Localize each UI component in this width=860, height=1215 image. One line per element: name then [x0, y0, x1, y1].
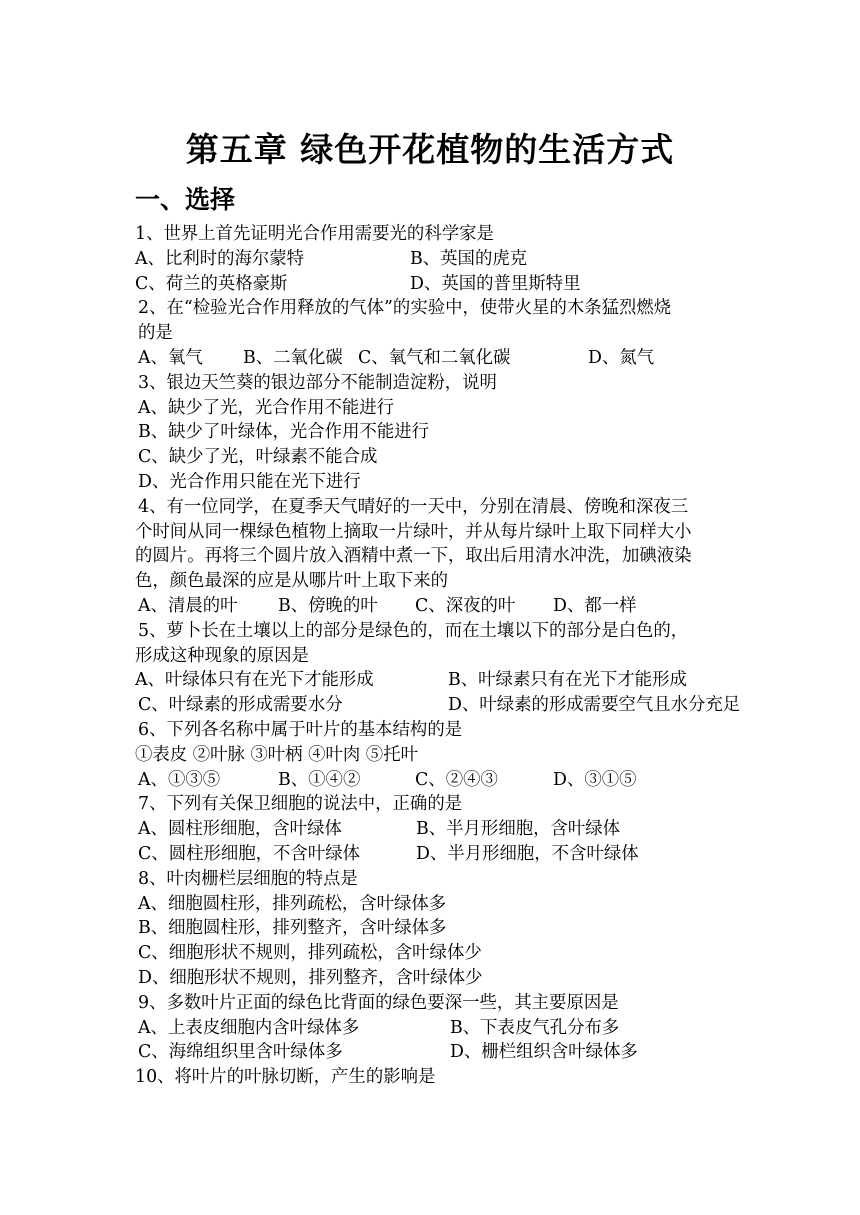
option-text: D、栅栏组织含叶绿体多	[450, 1042, 638, 1063]
option-text: B、傍晚的叶	[278, 595, 378, 616]
text-line	[135, 247, 785, 272]
line-text: A、细胞圆柱形，排列疏松，含叶绿体多	[138, 893, 447, 914]
option-text: D、都一样	[553, 595, 637, 616]
option-text: D、③①⑤	[553, 769, 637, 790]
option-text: D、半月形细胞，不含叶绿体	[416, 843, 639, 864]
line-text: 色，颜色最深的应是从哪片叶上取下来的	[135, 571, 449, 592]
line-text: C、缺少了光，叶绿素不能合成	[138, 447, 378, 468]
option-text: D、叶绿素的形成需要空气且水分充足	[448, 695, 741, 716]
line-text: 5、萝卜长在土壤以上的部分是绿色的，而在土壤以下的部分是白色的，	[138, 620, 689, 641]
option-text: B、英国的虎克	[410, 248, 528, 269]
option-text: C、圆柱形细胞，不含叶绿体	[138, 843, 360, 864]
line-text: 8、叶肉栅栏层细胞的特点是	[138, 868, 358, 889]
text-line	[135, 569, 785, 594]
line-text: 的是	[138, 323, 173, 344]
option-text: D、氮气	[588, 347, 655, 368]
text-line	[135, 1065, 785, 1090]
line-text: ①表皮 ②叶脉 ③叶柄 ④叶肉 ⑤托叶	[135, 744, 418, 765]
option-text: C、叶绿素的形成需要水分	[138, 695, 343, 716]
text-line	[135, 222, 785, 247]
option-text: A、①③⑤	[138, 769, 221, 790]
line-text: B、细胞圆柱形，排列整齐，含叶绿体多	[138, 918, 447, 939]
option-text: C、氧气和二氧化碳	[358, 347, 511, 368]
text-line	[135, 296, 785, 321]
text-line	[135, 743, 785, 768]
text-line	[135, 1040, 785, 1065]
line-text: D、光合作用只能在光下进行	[138, 471, 361, 492]
text-line	[135, 544, 785, 569]
text-line	[135, 321, 785, 346]
text-line	[135, 470, 785, 495]
option-text: A、上表皮细胞内含叶绿体多	[138, 1017, 360, 1038]
line-text: 2、在“检验光合作用释放的气体”的实验中，使带火星的木条猛烈燃烧	[138, 298, 672, 319]
text-line	[135, 420, 785, 445]
text-line	[135, 272, 785, 297]
line-text: 10、将叶片的叶脉切断，产生的影响是	[135, 1067, 436, 1088]
page-title: 第五章 绿色开花植物的生活方式	[185, 130, 675, 169]
line-text: D、细胞形状不规则，排列整齐，含叶绿体少	[138, 967, 483, 988]
text-line	[135, 966, 785, 991]
text-line	[135, 1016, 785, 1041]
option-text: A、比利时的海尔蒙特	[135, 248, 305, 269]
text-line	[135, 842, 785, 867]
line-text: 形成这种现象的原因是	[135, 645, 309, 666]
line-text: 个时间从同一棵绿色植物上摘取一片绿叶，并从每片绿叶上取下同样大小	[135, 521, 692, 542]
option-text: B、下表皮气孔分布多	[450, 1017, 620, 1038]
section-heading: 一、选择	[135, 185, 236, 214]
text-line	[135, 594, 785, 619]
text-line	[135, 718, 785, 743]
text-line	[135, 495, 785, 520]
text-line	[135, 792, 785, 817]
text-line	[135, 445, 785, 470]
question-list	[135, 222, 785, 1090]
line-text: 6、下列各名称中属于叶片的基本结构的是	[138, 719, 463, 740]
line-text: 1、世界上首先证明光合作用需要光的科学家是	[135, 224, 494, 244]
option-text: C、深夜的叶	[415, 595, 516, 616]
text-line	[135, 768, 785, 793]
option-text: D、英国的普里斯特里	[410, 273, 581, 294]
text-line	[135, 693, 785, 718]
option-text: B、半月形细胞，含叶绿体	[416, 819, 621, 840]
text-line	[135, 991, 785, 1016]
option-text: A、氧气	[138, 347, 203, 368]
text-line	[135, 817, 785, 842]
line-text: C、细胞形状不规则，排列疏松，含叶绿体少	[138, 943, 482, 964]
option-text: C、②④③	[415, 769, 498, 790]
text-line	[135, 346, 785, 371]
text-line	[135, 668, 785, 693]
option-text: A、叶绿体只有在光下才能形成	[135, 670, 374, 691]
text-line	[135, 941, 785, 966]
line-text: 4、有一位同学，在夏季天气晴好的一天中，分别在清晨、傍晚和深夜三	[138, 496, 689, 517]
line-text: 的圆片。再将三个圆片放入酒精中煮一下，取出后用清水冲洗，加碘液染	[135, 546, 692, 567]
line-text: 7、下列有关保卫细胞的说法中，正确的是	[138, 794, 463, 815]
line-text: A、缺少了光，光合作用不能进行	[138, 397, 395, 418]
text-line	[135, 916, 785, 941]
text-line	[135, 396, 785, 421]
line-text: 9、多数叶片正面的绿色比背面的绿色要深一些，其主要原因是	[138, 992, 619, 1013]
option-text: C、海绵组织里含叶绿体多	[138, 1042, 343, 1063]
text-line	[135, 619, 785, 644]
option-text: B、二氧化碳	[243, 347, 343, 368]
text-line	[135, 644, 785, 669]
line-text: 3、银边天竺葵的银边部分不能制造淀粉，说明	[138, 372, 497, 393]
text-line	[135, 867, 785, 892]
option-text: B、①④②	[278, 769, 361, 790]
line-text: B、缺少了叶绿体，光合作用不能进行	[138, 422, 430, 443]
text-line	[135, 371, 785, 396]
option-text: A、清晨的叶	[138, 595, 238, 616]
text-line	[135, 892, 785, 917]
option-text: B、叶绿素只有在光下才能形成	[448, 670, 687, 691]
text-line	[135, 520, 785, 545]
option-text: A、圆柱形细胞，含叶绿体	[138, 819, 342, 840]
option-text: C、荷兰的英格豪斯	[135, 273, 288, 294]
